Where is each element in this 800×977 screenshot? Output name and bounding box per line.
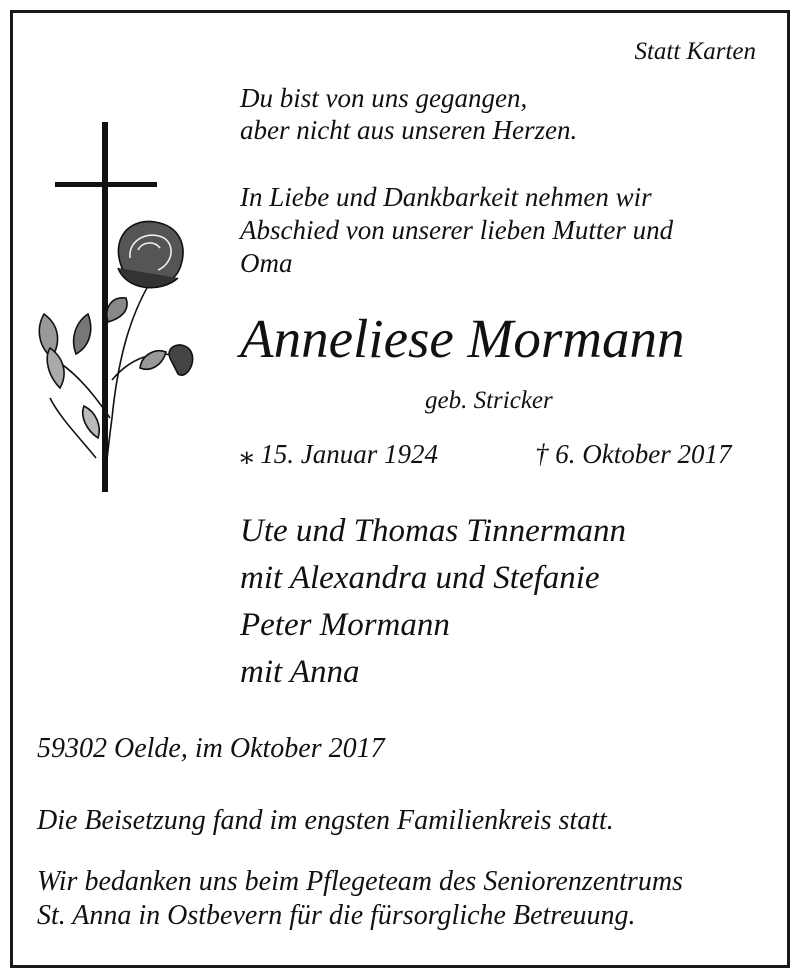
poem-line-1: Du bist von uns gegangen, (240, 83, 528, 113)
rose-icon (39, 221, 192, 483)
statt-karten: Statt Karten (634, 38, 756, 65)
birth-name: geb. Stricker (425, 387, 553, 414)
cross-icon (55, 122, 157, 492)
intro-line-2: Abschied von unserer lieben Mutter und (240, 215, 674, 245)
burial-note: Die Beisetzung fand im engsten Familienkreis statt. (37, 805, 614, 836)
poem-line-2: aber nicht aus unseren Herzen. (240, 115, 578, 145)
intro-line-1: In Liebe und Dankbarkeit nehmen wir (240, 182, 652, 212)
family-line: mit Anna (240, 654, 360, 690)
death-date: † 6. Oktober 2017 (535, 439, 732, 469)
deceased-name: Anneliese Mormann (240, 308, 685, 369)
thanks-line-2: St. Anna in Ostbevern für die fürsorgliche Betreuung. (37, 900, 636, 931)
thanks-line-1: Wir bedanken uns beim Pflegeteam des Seniorenzentrums (37, 866, 683, 897)
intro-line-3: Oma (240, 248, 293, 278)
place-date: 59302 Oelde, im Oktober 2017 (37, 733, 385, 764)
family-line: mit Alexandra und Stefanie (240, 560, 600, 596)
cross-rose-emblem (30, 118, 200, 498)
family-line: Peter Mormann (240, 607, 450, 643)
birth-date: ⁎ 15. Januar 1924 (240, 439, 438, 469)
family-line: Ute und Thomas Tinnermann (240, 513, 626, 549)
